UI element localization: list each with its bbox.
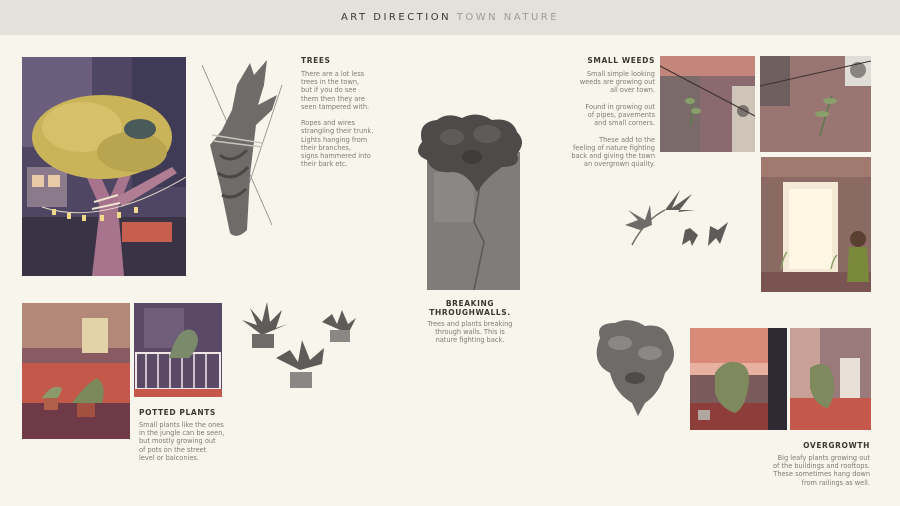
tree-trunk-sketch <box>192 55 292 245</box>
potted-heading: POTTED PLANTS <box>139 408 216 417</box>
breaking-heading: BREAKING THROUGHWALLS. <box>429 299 511 317</box>
overgrowth-painting-left <box>690 328 787 430</box>
weeds-painting-window <box>760 56 871 152</box>
overgrowth-sketch <box>590 318 678 418</box>
small-weeds-text: Small simple looking weeds are growing out all over town. Found in growing out of pipes, pavements and small corners. These add to the feeling of nature fighting back and giving the town an overgrown quality. <box>571 70 655 169</box>
wall-breaking-sketch <box>412 112 527 292</box>
potted-painting-left <box>22 303 130 439</box>
potted-text: Small plants like the ones in the jungle can be seen, but mostly growing out of pots on the street level or balconies. <box>139 421 225 462</box>
weeds-painting-pipe <box>660 56 755 152</box>
weeds-painting-doorway <box>761 157 871 292</box>
page-title <box>0 0 900 35</box>
weeds-sketch <box>620 180 740 252</box>
title-main: ART DIRECTION <box>340 12 452 23</box>
overgrowth-painting-right <box>790 328 871 430</box>
potted-plants-sketch <box>232 300 367 400</box>
title-sub: TOWN NATURE <box>456 12 560 23</box>
potted-painting-balcony <box>134 303 222 397</box>
trees-text: There are a lot less trees in the town, but if you do see them then they are seen tampered with. Ropes and wires strangling their trunk. Lights hanging from their branches, signs hammered into their bark etc. <box>301 70 374 169</box>
breaking-text: Trees and plants breaking through walls. This is nature fighting back. <box>427 320 513 345</box>
tree-painting <box>22 57 186 276</box>
trees-heading: TREES <box>301 56 331 65</box>
small-weeds-heading: SMALL WEEDS <box>587 56 655 65</box>
overgrowth-text: Big leafy plants growing out of the buildings and rooftops. These sometimes hang down from railings as well. <box>773 454 870 487</box>
overgrowth-heading: OVERGROWTH <box>803 441 870 450</box>
